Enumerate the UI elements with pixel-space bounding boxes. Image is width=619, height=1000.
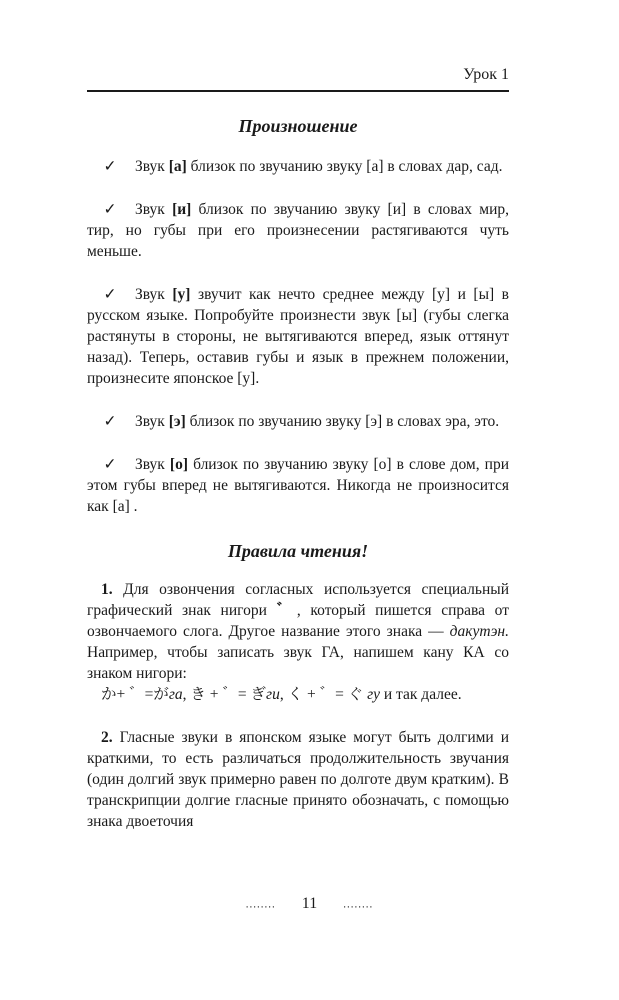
vowel-o-paragraph: ✓ Звук [о] близок по звучанию звуку [о] в слове дом, при этом губы вперед не вытягиваются. Никогда не произносится как [а] . (87, 456, 509, 515)
check-icon: ✓ (103, 158, 117, 175)
page-number: 11 (301, 895, 318, 912)
rule-number: 1. (101, 581, 113, 598)
footer-dots-left: ........ (245, 898, 276, 911)
running-header (87, 58, 509, 92)
page-content (87, 114, 509, 854)
section-title-pronunciation: Произношение (238, 116, 358, 136)
rule-1-paragraph: 1. Для озвончения согласных используется специальный графический знак нигори ゛, который пишется справа от озвончаемого слога. Другое название этого знака — дакутэн. Например, чтобы записать звук ГА, напишем кану КА со знаком нигори: か+ ゛=がга, き + ゛= ぎги, く + ゛= ぐ гу и так далее. (87, 581, 509, 703)
check-icon: ✓ (103, 286, 117, 303)
section-title-reading-rules: Правила чтения! (227, 541, 369, 561)
vowel-u-paragraph: ✓ Звук [у] звучит как нечто среднее между [у] и [ы] в русском языке. Попробуйте произнести звук [ы] (губы слегка растянуты в стороны, не вытягиваются вперед, язык оттянут назад). Теперь, оставив губы и язык в прежнем положении, произнесите японское [у]. (87, 286, 509, 387)
nigori-mark: ゛ (276, 602, 297, 619)
rule-number: 2. (101, 729, 113, 746)
check-icon: ✓ (103, 413, 117, 430)
term-dakuten: дакутэн. (449, 623, 509, 640)
footer-dots-right: ........ (343, 898, 374, 911)
check-icon: ✓ (103, 456, 117, 473)
vowel-a-paragraph: ✓ Звук [а] близок по звучанию звуку [а] в словах дар, сад. (87, 156, 509, 177)
lesson-label: Урок 1 (463, 66, 509, 83)
rule-2-paragraph: 2. Гласные звуки в японском языке могут быть долгими и краткими, то есть различаться продолжительность звучания (один долгий звук примерно равен по долготе двум кратким). В транскрипции долгие гласные принято обозначать, с помощью знака двоеточия (87, 729, 509, 830)
page-footer (0, 895, 619, 913)
vowel-i-paragraph: ✓ Звук [и] близок по звучанию звуку [и] в словах мир, тир, но губы при его произнесении растягиваются чуть меньше. (87, 201, 509, 260)
vowel-e-paragraph: ✓ Звук [э] близок по звучанию звуку [э] в словах эра, это. (87, 411, 509, 432)
check-icon: ✓ (103, 201, 117, 218)
